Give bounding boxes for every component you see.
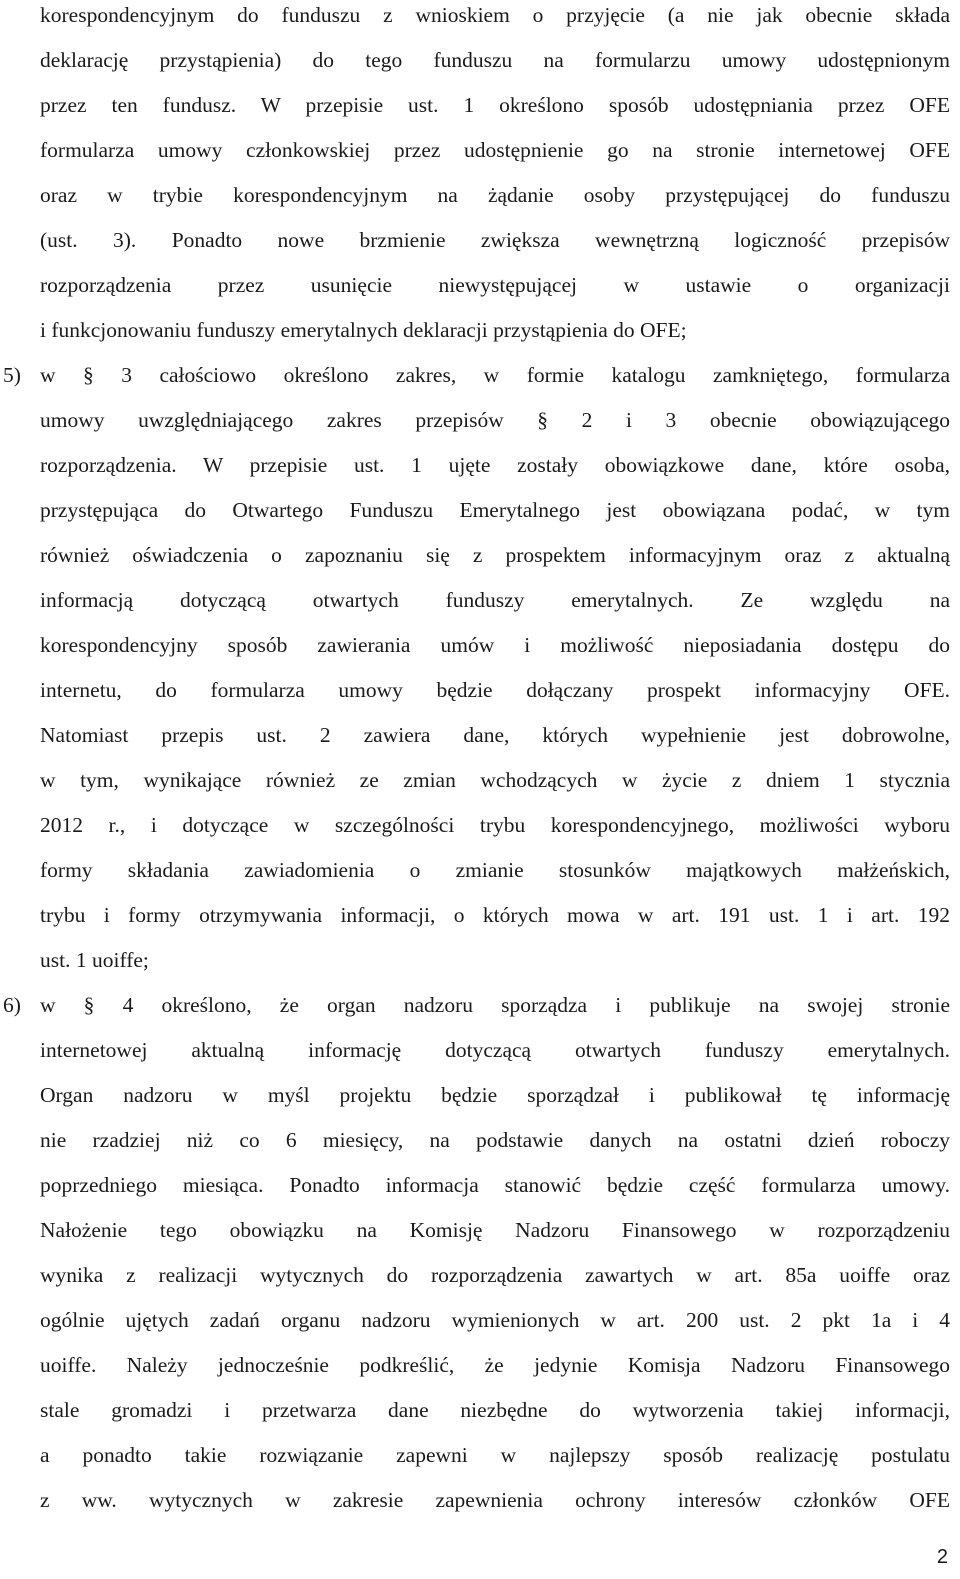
text-line: (ust. 3). Ponadto nowe brzmienie zwiększa wewnętrzną logiczność przepisów	[40, 228, 950, 252]
text-line: poprzedniego miesiąca. Ponadto informacja stanowić będzie część formularza umowy.	[40, 1173, 950, 1197]
text-line: trybu i formy otrzymywania informacji, o których mowa w art. 191 ust. 1 i art. 192	[40, 903, 950, 927]
text-line: nie rzadziej niż co 6 miesięcy, na podstawie danych na ostatni dzień roboczy	[40, 1128, 950, 1152]
text-line: w tym, wynikające również ze zmian wchodzących w życie z dniem 1 stycznia	[40, 768, 950, 792]
text-line: Natomiast przepis ust. 2 zawiera dane, których wypełnienie jest dobrowolne,	[40, 723, 950, 747]
text-line: formy składania zawiadomienia o zmianie stosunków majątkowych małżeńskich,	[40, 858, 950, 882]
text-line: internetu, do formularza umowy będzie dołączany prospekt informacyjny OFE.	[40, 678, 950, 702]
text-line: umowy uwzględniającego zakres przepisów § 2 i 3 obecnie obowiązującego	[40, 408, 950, 432]
text-line: przez ten fundusz. W przepisie ust. 1 określono sposób udostępniania przez OFE	[40, 93, 950, 117]
text-line: Organ nadzoru w myśl projektu będzie sporządzał i publikował tę informację	[40, 1083, 950, 1107]
list-marker: 5)	[3, 363, 21, 387]
text-line: deklarację przystąpienia) do tego funduszu na formularzu umowy udostępnionym	[40, 48, 950, 72]
text-line: w § 4 określono, że organ nadzoru sporządza i publikuje na swojej stronie	[40, 993, 950, 1017]
text-line: korespondencyjny sposób zawierania umów i możliwość nieposiadania dostępu do	[40, 633, 950, 657]
list-marker: 6)	[3, 993, 21, 1017]
text-line: w § 3 całościowo określono zakres, w formie katalogu zamkniętego, formularza	[40, 363, 950, 387]
text-line: rozporządzenia przez usunięcie niewystępującej w ustawie o organizacji	[40, 273, 950, 297]
text-line: oraz w trybie korespondencyjnym na żądanie osoby przystępującej do funduszu	[40, 183, 950, 207]
text-line: ust. 1 uoiffe;	[40, 948, 149, 972]
text-line: wynika z realizacji wytycznych do rozporządzenia zawartych w art. 85a uoiffe oraz	[40, 1263, 950, 1287]
text-line: internetowej aktualną informację dotyczącą otwartych funduszy emerytalnych.	[40, 1038, 950, 1062]
text-line: z ww. wytycznych w zakresie zapewnienia ochrony interesów członków OFE	[40, 1488, 950, 1512]
text-line: formularza umowy członkowskiej przez udostępnienie go na stronie internetowej OFE	[40, 138, 950, 162]
text-line: 2012 r., i dotyczące w szczególności trybu korespondencyjnego, możliwości wyboru	[40, 813, 950, 837]
page-number: 2	[936, 1546, 948, 1568]
text-line: a ponadto takie rozwiązanie zapewni w najlepszy sposób realizację postulatu	[40, 1443, 950, 1467]
text-line: uoiffe. Należy jednocześnie podkreślić, że jedynie Komisja Nadzoru Finansowego	[40, 1353, 950, 1377]
text-line: informacją dotyczącą otwartych funduszy emerytalnych. Ze względu na	[40, 588, 950, 612]
text-line: Nałożenie tego obowiązku na Komisję Nadzoru Finansowego w rozporządzeniu	[40, 1218, 950, 1242]
text-line: korespondencyjnym do funduszu z wnioskiem o przyjęcie (a nie jak obecnie składa	[40, 3, 950, 27]
text-line: przystępująca do Otwartego Funduszu Emerytalnego jest obowiązana podać, w tym	[40, 498, 950, 522]
text-line: również oświadczenia o zapoznaniu się z prospektem informacyjnym oraz z aktualną	[40, 543, 950, 567]
text-line: stale gromadzi i przetwarza dane niezbędne do wytworzenia takiej informacji,	[40, 1398, 950, 1422]
text-line: ogólnie ujętych zadań organu nadzoru wymienionych w art. 200 ust. 2 pkt 1a i 4	[40, 1308, 950, 1332]
text-line: rozporządzenia. W przepisie ust. 1 ujęte zostały obowiązkowe dane, które osoba,	[40, 453, 950, 477]
text-line: i funkcjonowaniu funduszy emerytalnych deklaracji przystąpienia do OFE;	[40, 318, 687, 342]
